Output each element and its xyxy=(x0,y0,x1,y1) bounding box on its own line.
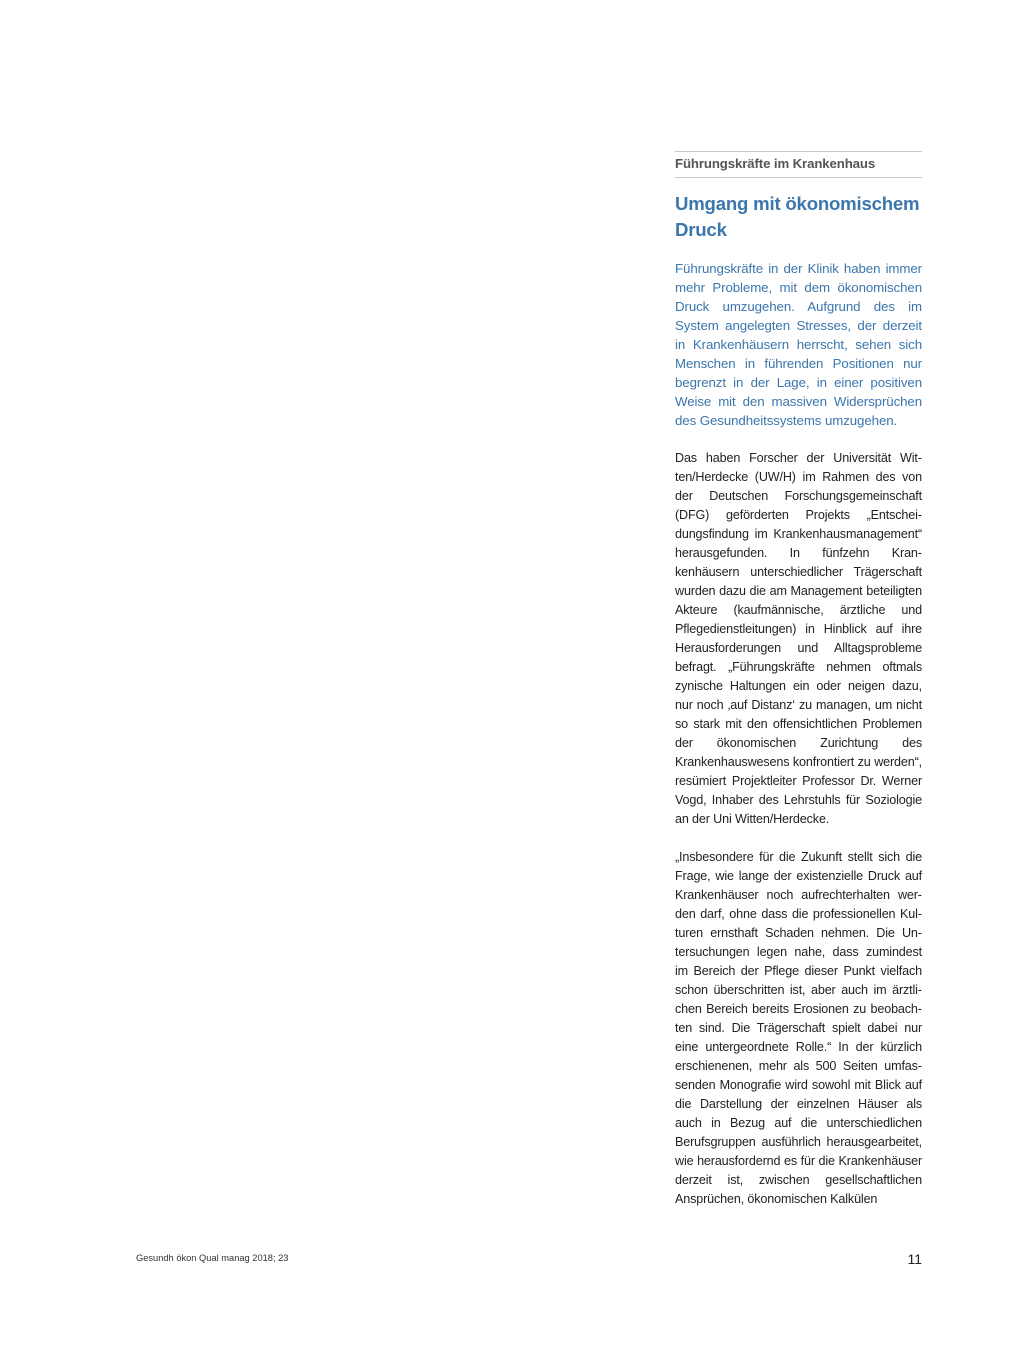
article-lead: Führungskräfte in der Klinik haben immer mehr Probleme, mit dem ökonomischen Druck umzugehen. Aufgrund des im System angelegten Stresses, der derzeit in Krankenhäusern herrscht, sehen sich Menschen in führenden Positionen nur begrenzt in der Lage, in einer positiven Weise mit den massiven Widersprüchen des Gesundheitssystems umzugehen. xyxy=(675,261,922,428)
body-paragraph-2: „Insbesondere für die Zukunft stellt sich die Frage, wie lange der existenzielle Druck auf Krankenhäuser noch aufrechterhalten werden darf, ohne dass die professionellen Kulturen ernsthaft Schaden nehmen. Die Untersuchungen legen nahe, dass zumindest im Bereich der Pflege dieser Punkt vielfach schon überschritten ist, aber auch im ärztlichen Bereich bereits Erosionen zu beobachten sind. Die Trägerschaft spielt dabei nur eine untergeordnete Rolle.“ In der kürzlich erschienenen, mehr als 500 Seiten umfassenden Monografie wird sowohl mit Blick auf die Darstellung der einzelnen Häuser als auch in Bezug auf die unterschiedlichen Berufsgruppen ausführlich herausgearbeitet, wie herausfordernd es für die Krankenhäuser derzeit ist, zwischen gesellschaftlichen Ansprüchen, ökonomischen Kalkülen xyxy=(675,850,922,1206)
article-title: Umgang mit ökonomischem Druck xyxy=(675,193,920,240)
body-paragraph-1: Das haben Forscher der Universität Witten/Herdecke (UW/H) im Rahmen des von der Deutschen Forschungsgemeinschaft (DFG) geförderten Projekts „Entscheidungsfindung im Krankenhausmanagement“ herausgefunden. In fünfzehn Krankenhäusern unterschiedlicher Trägerschaft wurden dazu die am Management beteiligten Akteure (kaufmännische, ärztliche und Pflegedienstleitungen) in Hinblick auf ihre Herausforderungen und Alltagsprobleme befragt. „Führungskräfte nehmen oftmals zynische Haltungen ein oder neigen dazu, nur noch ‚auf Distanz‘ zu managen, um nicht so stark mit den offensichtlichen Problemen der ökonomischen Zurichtung des Krankenhauswesens konfrontiert zu werden“, resümiert Projektleiter Professor Dr. Werner Vogd, Inhaber des Lehrstuhls für Soziologie an der Uni Witten/Herdecke. xyxy=(675,451,922,826)
page-number: 11 xyxy=(907,1251,922,1267)
section-header: Führungskräfte im Krankenhaus xyxy=(675,151,922,178)
article-column xyxy=(675,151,922,1209)
footer-citation: Gesundh ökon Qual manag 2018; 23 xyxy=(136,1253,289,1263)
